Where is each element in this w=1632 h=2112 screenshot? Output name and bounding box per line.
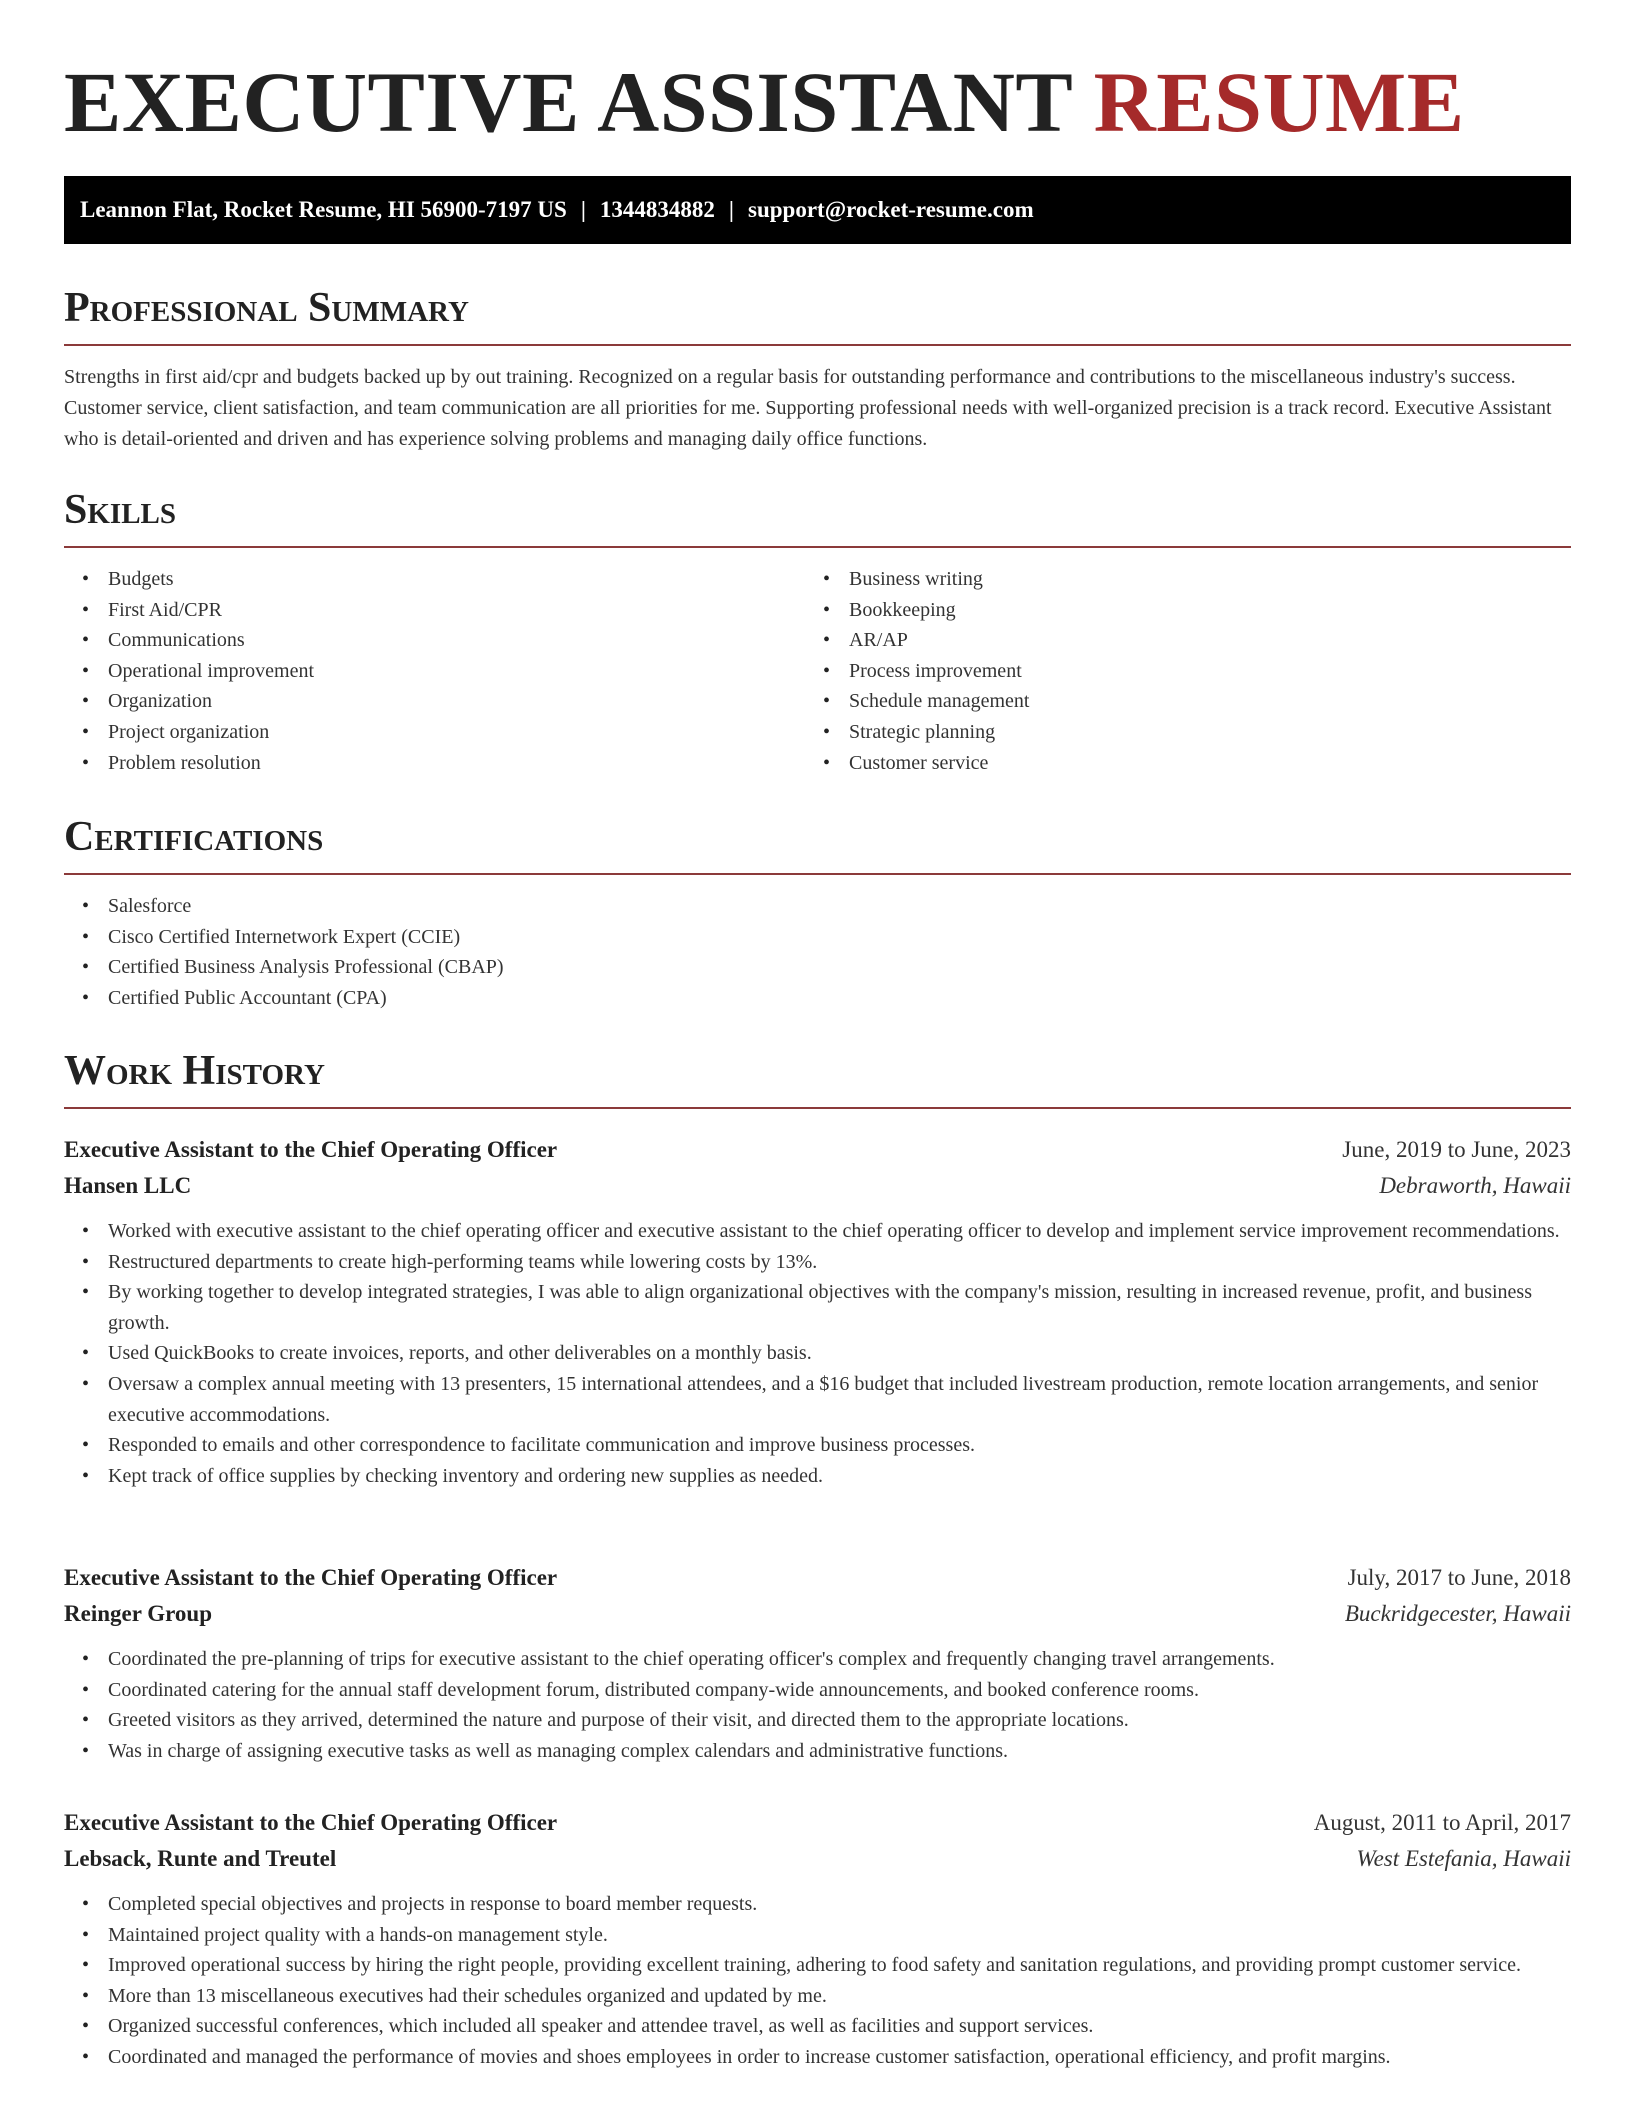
- summary-section: [64, 282, 1571, 455]
- certification-item: • Certified Business Analysis Professional (CBAP): [64, 952, 1571, 983]
- skill-item: • AR/AP: [805, 625, 1546, 656]
- skills-columns: [64, 548, 1571, 778]
- summary-heading: Professional Summary: [64, 282, 1571, 346]
- contact-address: Leannon Flat, Rocket Resume, HI 56900-7197 US: [80, 197, 567, 222]
- job-bullet: • Maintained project quality with a hands-on management style.: [64, 1920, 1571, 1951]
- skill-item: • Problem resolution: [64, 748, 805, 779]
- job-title: Executive Assistant to the Chief Operating Officer: [64, 1137, 558, 1162]
- skill-item: • Organization: [64, 686, 805, 717]
- certifications-section: [64, 811, 1571, 1013]
- skills-section: [64, 484, 1571, 778]
- certification-item: • Salesforce: [64, 891, 1571, 922]
- job-bullet: • Coordinated and managed the performance of movies and shoes employees in order to increase customer satisfaction, operational efficiency, and profit margins.: [64, 2042, 1571, 2073]
- skill-item: • First Aid/CPR: [64, 595, 805, 626]
- job-location: Debraworth, Hawaii: [1379, 1173, 1571, 1198]
- work-history-heading: Work History: [64, 1045, 1571, 1109]
- certifications-heading: Certifications: [64, 811, 1571, 875]
- title-accent: RESUME: [1093, 54, 1465, 150]
- job-location: Buckridgecester, Hawaii: [1344, 1601, 1571, 1626]
- job-bullet: • Restructured departments to create high-performing teams while lowering costs by 13%.: [64, 1247, 1571, 1278]
- job-subheader: [64, 1841, 1571, 1877]
- skill-item: • Process improvement: [805, 656, 1546, 687]
- job-title: Executive Assistant to the Chief Operating Officer: [64, 1565, 558, 1590]
- certification-item: • Cisco Certified Internetwork Expert (CCIE): [64, 922, 1571, 953]
- job-bullet: • Worked with executive assistant to the chief operating officer and executive assistant to the chief operating officer to develop and implement service improvement recommendations.: [64, 1216, 1571, 1247]
- job-header: [64, 1132, 1571, 1168]
- job-bullets: [64, 1889, 1571, 2073]
- job-bullet: • Was in charge of assigning executive tasks as well as managing complex calendars and administrative functions.: [64, 1736, 1571, 1767]
- job-bullet: • Responded to emails and other correspondence to facilitate communication and improve business processes.: [64, 1430, 1571, 1461]
- contact-separator: |: [728, 197, 734, 222]
- job-entry: [64, 1560, 1571, 1766]
- job-bullet: • Kept track of office supplies by checking inventory and ordering new supplies as needed.: [64, 1461, 1571, 1492]
- job-company: Hansen LLC: [64, 1173, 192, 1198]
- job-location: West Estefania, Hawaii: [1356, 1846, 1571, 1871]
- contact-phone[interactable]: 1344834882: [599, 197, 715, 222]
- job-bullets: [64, 1644, 1571, 1766]
- job-bullet: • Coordinated catering for the annual staff development forum, distributed company-wide announcements, and booked conference rooms.: [64, 1675, 1571, 1706]
- certifications-list: [64, 891, 1571, 1013]
- job-bullet: • Coordinated the pre-planning of trips for executive assistant to the chief operating officer's complex and frequently changing travel arrangements.: [64, 1644, 1571, 1675]
- skill-item: • Strategic planning: [805, 717, 1546, 748]
- skill-item: • Project organization: [64, 717, 805, 748]
- contact-bar: [64, 176, 1571, 244]
- job-company: Lebsack, Runte and Treutel: [64, 1846, 337, 1871]
- job-bullet: • Oversaw a complex annual meeting with 13 presenters, 15 international attendees, and a $16 budget that included livestream production, remote location arrangements, and senior executive accommodations.: [64, 1369, 1571, 1430]
- skill-item: • Bookkeeping: [805, 595, 1546, 626]
- summary-text: Strengths in first aid/cpr and budgets backed up by out training. Recognized on a regular basis for outstanding performance and contributions to the miscellaneous industry's success. Customer service, client satisfaction, and team communication are all priorities for me. Supporting professional needs with well-organized precision is a track record. Executive Assistant who is detail-oriented and driven and has experience solving problems and managing daily office functions.: [64, 366, 1552, 450]
- job-entry: [64, 1805, 1571, 2073]
- job-bullet: • Improved operational success by hiring the right people, providing excellent training, adhering to food safety and sanitation regulations, and providing prompt customer service.: [64, 1950, 1571, 1981]
- job-header: [64, 1560, 1571, 1596]
- job-entry: [64, 1132, 1571, 1491]
- skill-item: • Business writing: [805, 564, 1546, 595]
- skill-item: • Customer service: [805, 748, 1546, 779]
- job-subheader: [64, 1168, 1571, 1204]
- job-dates: June, 2019 to June, 2023: [1342, 1137, 1571, 1162]
- skill-item: • Schedule management: [805, 686, 1546, 717]
- job-header: [64, 1805, 1571, 1841]
- job-title: Executive Assistant to the Chief Operating Officer: [64, 1810, 558, 1835]
- job-bullet: • Completed special objectives and projects in response to board member requests.: [64, 1889, 1571, 1920]
- skills-list-right: [805, 564, 1546, 778]
- job-bullet: • By working together to develop integrated strategies, I was able to align organizational objectives with the company's mission, resulting in increased revenue, profit, and business growth.: [64, 1277, 1571, 1338]
- contact-email[interactable]: support@rocket-resume.com: [748, 197, 1034, 222]
- skill-item: • Operational improvement: [64, 656, 805, 687]
- job-dates: August, 2011 to April, 2017: [1313, 1810, 1571, 1835]
- job-bullets: [64, 1216, 1571, 1491]
- skill-item: • Communications: [64, 625, 805, 656]
- job-bullet: • More than 13 miscellaneous executives had their schedules organized and updated by me.: [64, 1981, 1571, 2012]
- job-dates: July, 2017 to June, 2018: [1347, 1565, 1571, 1590]
- page-title: [64, 52, 1465, 152]
- work-history-section: [64, 1045, 1571, 1109]
- job-company: Reinger Group: [64, 1601, 213, 1626]
- title-main: EXECUTIVE ASSISTANT: [64, 54, 1072, 150]
- job-subheader: [64, 1596, 1571, 1632]
- job-bullet: • Greeted visitors as they arrived, determined the nature and purpose of their visit, and directed them to the appropriate locations.: [64, 1705, 1571, 1736]
- contact-separator: |: [580, 197, 586, 222]
- job-bullet: • Used QuickBooks to create invoices, reports, and other deliverables on a monthly basis.: [64, 1338, 1571, 1369]
- skill-item: • Budgets: [64, 564, 805, 595]
- skills-list-left: [64, 564, 805, 778]
- certification-item: • Certified Public Accountant (CPA): [64, 983, 1571, 1014]
- skills-heading: Skills: [64, 484, 1571, 548]
- job-bullet: • Organized successful conferences, which included all speaker and attendee travel, as well as facilities and support services.: [64, 2011, 1571, 2042]
